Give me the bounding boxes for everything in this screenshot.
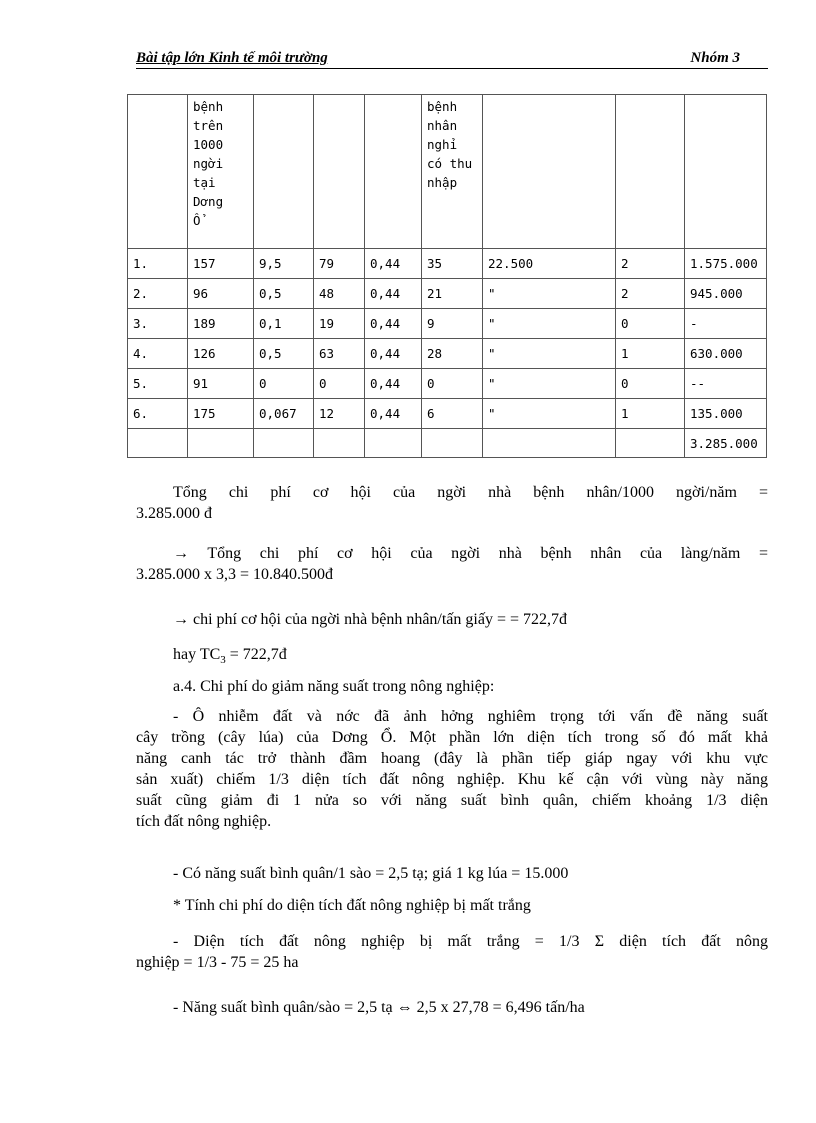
equivalence-icon: ⇔	[396, 999, 413, 1016]
table-cell	[314, 95, 365, 249]
table-row: 3. 189 0,1 19 0,44 9 " 0 -	[128, 309, 767, 339]
paragraph-yield: - Có năng suất bình quân/1 sào = 2,5 tạ; giá 1 kg lúa = 15.000	[173, 865, 569, 882]
paragraph-total-cost: Tổng chi phí cơ hội của ngời nhà bệnh nhân/1000 ngời/năm = 3.285.000 đ	[136, 484, 768, 522]
sigma-icon: Σ	[594, 933, 605, 950]
table-total-row	[128, 429, 767, 458]
paragraph-avg-yield: - Năng suất bình quân/sào = 2,5 tạ ⇔ 2,5 x 27,78 = 6,496 tấn/ha	[173, 999, 585, 1016]
data-table	[127, 94, 767, 458]
table-cell	[483, 95, 616, 249]
header-group: Nhóm 3	[690, 50, 740, 66]
table-cell: bệnh trên 1000 ngời tại Dơng Ổ	[188, 95, 254, 249]
page-header	[136, 50, 768, 69]
table-cell: bệnh nhân nghỉ có thu nhập	[422, 95, 483, 249]
table-row: 4. 126 0,5 63 0,44 28 " 1 630.000	[128, 339, 767, 369]
header-title: Bài tập lớn Kinh tế môi trường	[136, 50, 328, 66]
table-cell	[616, 95, 685, 249]
paragraph-pollution: - Ô nhiễm đất và nớc đã ảnh hởng nghiêm trọng tới vấn đề năng suất cây trồng (cây lúa) của Dơng Ổ. Một phần lớn diện tích trong số đó mất khả năng canh tác trở thành đầm hoang (đây là phần tiếp giáp ngay với khu vực sản xuất) chiếm 1/3 diện tích đất nông nghiệp. Khu kế cận với vùng này năng suất cũng giảm đi 1 nửa so với năng suất bình quân, chiếm khoảng 1/3 diện tích đất nông nghiệp.	[136, 708, 768, 830]
table-cell	[254, 95, 314, 249]
paragraph-lost-land-heading: * Tính chi phí do diện tích đất nông nghiệp bị mất trắng	[173, 897, 531, 914]
table-header-row	[128, 95, 767, 249]
section-heading: a.4. Chi phí do giảm năng suất trong nông nghiệp:	[173, 678, 495, 695]
table-row: 1. 157 9,5 79 0,44 35 22.500 2 1.575.000	[128, 249, 767, 279]
table-cell	[365, 95, 422, 249]
table-row: 2. 96 0,5 48 0,44 21 " 2 945.000	[128, 279, 767, 309]
paragraph-lost-area: - Diện tích đất nông nghiệp bị mất trắng = 1/3 Σ diện tích đất nông nghiệp = 1/3 - 75 = 25 ha	[136, 933, 769, 971]
table-cell	[685, 95, 767, 249]
table-row: 6. 175 0,067 12 0,44 6 " 1 135.000	[128, 399, 767, 429]
arrow-right-icon: →	[173, 545, 189, 562]
paragraph-per-ton: → chi phí cơ hội của ngời nhà bệnh nhân/tấn giấy = = 722,7đ	[173, 611, 567, 628]
paragraph-village-cost: → Tổng chi phí cơ hội của ngời nhà bệnh nhân của làng/năm = 3.285.000 x 3,3 = 10.840.500đ	[136, 545, 768, 583]
arrow-right-icon: →	[173, 611, 189, 628]
table-cell	[128, 95, 188, 249]
table-total-value: 3.285.000	[685, 429, 767, 458]
paragraph-tc3: hay $TC_3$ = 722,7đ	[173, 646, 287, 667]
table-row: 5. 91 0 0 0,44 0 " 0 --	[128, 369, 767, 399]
